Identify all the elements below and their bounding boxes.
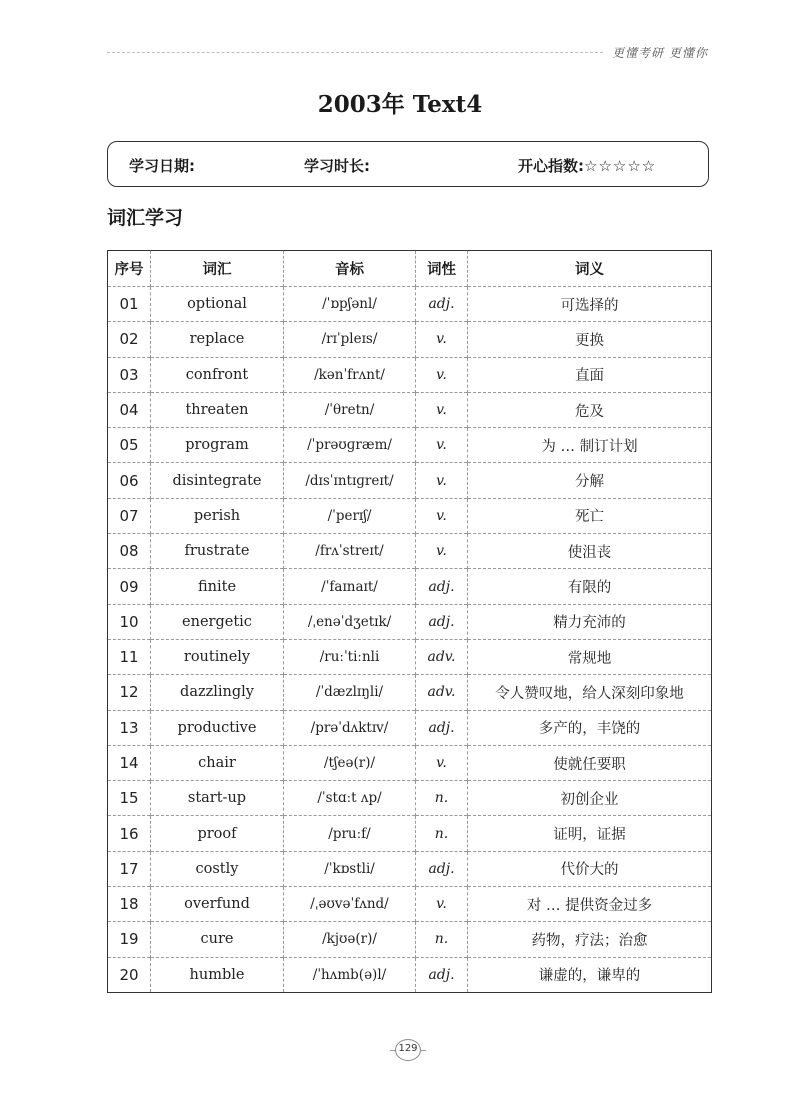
word-cell: energetic (151, 604, 284, 639)
row-number: 20 (108, 957, 151, 992)
meaning-cell: 直面 (468, 357, 712, 392)
page-title: 2003年 Text4 (317, 91, 483, 118)
word-cell: cure (151, 922, 284, 957)
row-number: 14 (108, 745, 151, 780)
row-number: 11 (108, 639, 151, 674)
header-slogan: 更懂考研 更懂你 (612, 46, 708, 60)
word-cell: finite (151, 569, 284, 604)
page-number-badge (392, 1039, 424, 1063)
table-row (108, 675, 712, 710)
section-title: 词汇学习 (107, 207, 184, 229)
table-row (108, 816, 712, 851)
pos-cell: adj. (416, 851, 468, 886)
table-row (108, 781, 712, 816)
meaning-cell: 为 … 制订计划 (468, 428, 712, 463)
table-header-row (108, 251, 712, 287)
phonetic-cell: /ˈkɒstli/ (284, 851, 416, 886)
table-row (108, 604, 712, 639)
star-rating-icon: ☆☆☆☆☆ (584, 157, 657, 175)
word-cell: dazzlingly (151, 675, 284, 710)
word-cell: disintegrate (151, 463, 284, 498)
phonetic-cell: /ˈfaɪnaɪt/ (284, 569, 416, 604)
row-number: 10 (108, 604, 151, 639)
row-number: 16 (108, 816, 151, 851)
table-row (108, 710, 712, 745)
word-cell: start-up (151, 781, 284, 816)
word-cell: threaten (151, 392, 284, 427)
meaning-cell: 多产的，丰饶的 (468, 710, 712, 745)
word-cell: program (151, 428, 284, 463)
meaning-cell: 证明，证据 (468, 816, 712, 851)
meaning-cell: 使沮丧 (468, 534, 712, 569)
page-number: 129 (398, 1043, 418, 1054)
header-divider (107, 52, 603, 53)
row-number: 09 (108, 569, 151, 604)
word-cell: costly (151, 851, 284, 886)
meaning-cell: 对 … 提供资金过多 (468, 887, 712, 922)
pos-cell: adv. (416, 675, 468, 710)
phonetic-cell: /ˌenəˈdʒetɪk/ (284, 604, 416, 639)
row-number: 06 (108, 463, 151, 498)
row-number: 17 (108, 851, 151, 886)
word-cell: confront (151, 357, 284, 392)
meaning-cell: 药物，疗法；治愈 (468, 922, 712, 957)
table-row (108, 957, 712, 992)
pos-cell: adj. (416, 710, 468, 745)
header-word: 词汇 (151, 251, 284, 287)
pos-cell: v. (416, 498, 468, 533)
pos-cell: v. (416, 887, 468, 922)
meaning-cell: 使就任要职 (468, 745, 712, 780)
row-number: 05 (108, 428, 151, 463)
table-row (108, 287, 712, 322)
word-cell: overfund (151, 887, 284, 922)
table-row (108, 534, 712, 569)
phonetic-cell: /kjʊə(r)/ (284, 922, 416, 957)
row-number: 01 (108, 287, 151, 322)
meaning-cell: 初创企业 (468, 781, 712, 816)
pos-cell: adj. (416, 604, 468, 639)
table-row (108, 498, 712, 533)
phonetic-cell: /prəˈdʌktɪv/ (284, 710, 416, 745)
word-cell: frustrate (151, 534, 284, 569)
study-duration-label: 学习时长: (304, 157, 370, 175)
row-number: 03 (108, 357, 151, 392)
meaning-cell: 更换 (468, 322, 712, 357)
meaning-cell: 常规地 (468, 639, 712, 674)
meaning-cell: 令人赞叹地，给人深刻印象地 (468, 675, 712, 710)
header-meaning: 词义 (468, 251, 712, 287)
phonetic-cell: /ˈprəʊɡræm/ (284, 428, 416, 463)
row-number: 12 (108, 675, 151, 710)
phonetic-cell: /ˈdæzlɪŋli/ (284, 675, 416, 710)
phonetic-cell: /ruːˈtiːnli (284, 639, 416, 674)
table-row (108, 745, 712, 780)
pos-cell: n. (416, 781, 468, 816)
row-number: 04 (108, 392, 151, 427)
meaning-cell: 危及 (468, 392, 712, 427)
phonetic-cell: /ˈhʌmb(ə)l/ (284, 957, 416, 992)
pos-cell: adj. (416, 287, 468, 322)
pos-cell: adj. (416, 569, 468, 604)
phonetic-cell: /ˈperɪʃ/ (284, 498, 416, 533)
header-pos: 词性 (416, 251, 468, 287)
header-phonetic: 音标 (284, 251, 416, 287)
phonetic-cell: /ˈɒpʃənl/ (284, 287, 416, 322)
pos-cell: v. (416, 463, 468, 498)
phonetic-cell: /rɪˈpleɪs/ (284, 322, 416, 357)
pos-cell: v. (416, 745, 468, 780)
pos-cell: n. (416, 816, 468, 851)
header-number: 序号 (114, 262, 144, 278)
table-row (108, 428, 712, 463)
study-date-label: 学习日期: (129, 157, 195, 175)
pos-cell: v. (416, 392, 468, 427)
table-row (108, 569, 712, 604)
meaning-cell: 可选择的 (468, 287, 712, 322)
table-row (108, 887, 712, 922)
row-number: 19 (108, 922, 151, 957)
table-row (108, 392, 712, 427)
word-cell: replace (151, 322, 284, 357)
meaning-cell: 有限的 (468, 569, 712, 604)
pos-cell: v. (416, 534, 468, 569)
table-row (108, 463, 712, 498)
meaning-cell: 死亡 (468, 498, 712, 533)
row-number: 02 (108, 322, 151, 357)
word-cell: humble (151, 957, 284, 992)
pos-cell: v. (416, 357, 468, 392)
word-cell: productive (151, 710, 284, 745)
study-info-box (107, 141, 709, 187)
row-number: 13 (108, 710, 151, 745)
row-number: 07 (108, 498, 151, 533)
pos-cell: v. (416, 428, 468, 463)
row-number: 15 (108, 781, 151, 816)
row-number: 18 (108, 887, 151, 922)
phonetic-cell: /tʃeə(r)/ (284, 745, 416, 780)
pos-cell: v. (416, 322, 468, 357)
table-row (108, 357, 712, 392)
phonetic-cell: /kənˈfrʌnt/ (284, 357, 416, 392)
phonetic-cell: /ˈθretn/ (284, 392, 416, 427)
happiness-index (518, 155, 656, 176)
phonetic-cell: /ˌəʊvəˈfʌnd/ (284, 887, 416, 922)
table-row (108, 922, 712, 957)
pos-cell: n. (416, 922, 468, 957)
table-row (108, 322, 712, 357)
word-cell: proof (151, 816, 284, 851)
phonetic-cell: /ˈstɑːt ʌp/ (284, 781, 416, 816)
word-cell: optional (151, 287, 284, 322)
pos-cell: adv. (416, 639, 468, 674)
vocabulary-table (107, 250, 712, 993)
pos-cell: adj. (416, 957, 468, 992)
word-cell: chair (151, 745, 284, 780)
table-row (108, 639, 712, 674)
meaning-cell: 精力充沛的 (468, 604, 712, 639)
meaning-cell: 代价大的 (468, 851, 712, 886)
row-number: 08 (108, 534, 151, 569)
phonetic-cell: /frʌˈstreɪt/ (284, 534, 416, 569)
phonetic-cell: /dɪsˈɪntɪɡreɪt/ (284, 463, 416, 498)
phonetic-cell: /pruːf/ (284, 816, 416, 851)
meaning-cell: 谦虚的，谦卑的 (468, 957, 712, 992)
happiness-index-label: 开心指数: (518, 157, 584, 175)
table-row (108, 851, 712, 886)
word-cell: routinely (151, 639, 284, 674)
word-cell: perish (151, 498, 284, 533)
meaning-cell: 分解 (468, 463, 712, 498)
